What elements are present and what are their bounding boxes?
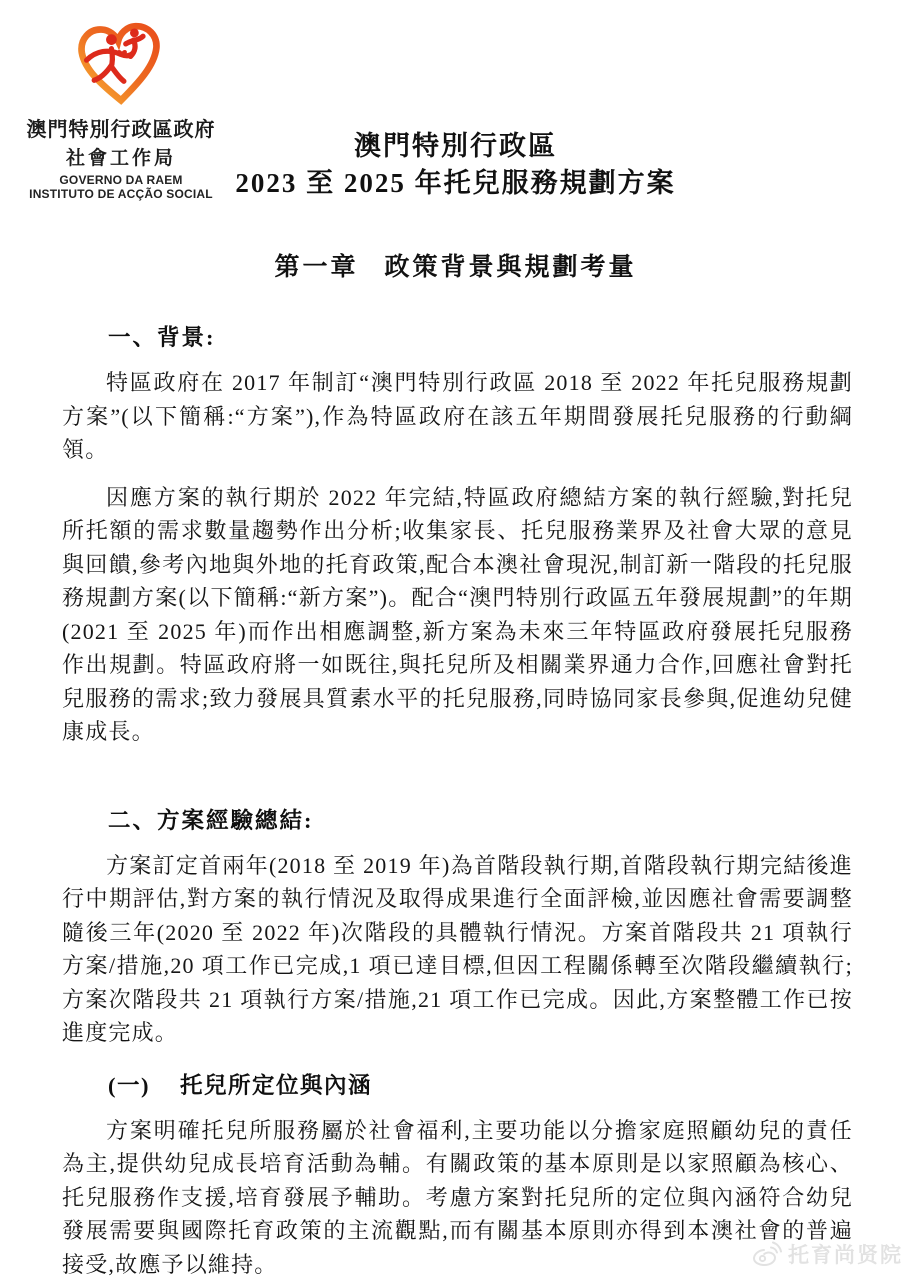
- document-title: [0, 128, 911, 202]
- watermark: [752, 1239, 903, 1269]
- agency-name-government: 澳門特別行政區政府: [26, 119, 216, 141]
- section-1-heading: 一、背景:: [108, 325, 216, 350]
- document-title-line2: 2023 至 2025 年托兒服務規劃方案: [235, 168, 676, 198]
- figure-head-large: [106, 34, 117, 45]
- section-1-paragraph-2: 因應方案的執行期於 2022 年完結,特區政府總結方案的執行經驗,對托兒所托額的需求數量趨勢作出分析;收集家長、托兒服務業界及社會大眾的意見與回饋,參考內地與外地的托育政策,配合本澳社會現況,制訂新一階段的托兒服務規劃方案(以下簡稱:“新方案”)。配合“澳門特別行政區五年發展規劃”的年期(2021 至 2025 年)而作出相應調整,新方案為未來三年特區政府發展托兒服務作出規劃。特區政府將一如既往,與托兒所及相關業界通力合作,回應社會對托兒服務的需求;致力發展具質素水平的托兒服務,同時協同家長參與,促進幼兒健康成長。: [62, 484, 853, 744]
- chapter-title: 政策背景與規劃考量: [384, 254, 637, 281]
- document-body: [62, 320, 853, 1279]
- weibo-icon: [752, 1241, 782, 1267]
- heart-figures-logo: [73, 20, 169, 108]
- agency-name-bureau: 社會工作局: [65, 148, 176, 169]
- document-title-line1: 澳門特別行政區: [354, 131, 557, 161]
- chapter-heading: [0, 247, 911, 283]
- subsection-1-label: (一): [108, 1072, 150, 1098]
- subsection-1-paragraph-1: 方案明確托兒所服務屬於社會福利,主要功能以分擔家庭照顧幼兒的責任為主,提供幼兒成長培育活動為輔。有關政策的基本原則是以家照顧為核心、托兒服務作支援,培育發展予輔助。考慮方案對托兒所的定位與內涵符合幼兒發展需要與國際托育政策的主流觀點,而有關基本原則亦得到本澳社會的普遍接受,故應予以維持。: [62, 1117, 853, 1277]
- subsection-1-heading: [108, 1068, 853, 1100]
- section-1-paragraph-1: 特區政府在 2017 年制訂“澳門特別行政區 2018 至 2022 年托兒服務規劃方案”(以下簡稱:“方案”),作為特區政府在該五年期間發展托兒服務的行動綱領。: [62, 370, 853, 462]
- section-2-paragraph-1: 方案訂定首兩年(2018 至 2019 年)為首階段執行期,首階段執行期完結後進行中期評估,對方案的執行情況及取得成果進行全面評檢,並因應社會需要調整隨後三年(2020 至 2022 年)次階段的具體執行情況。方案首階段共 21 項執行方案/措施,20 項工作已完成,1 項已達目標,但因工程關係轉至次階段繼續執行;方案次階段共 21 項執行方案/措施,21 項工作已完成。因此,方案整體工作已按進度完成。: [62, 852, 853, 1045]
- section-2-heading: 二、方案經驗總結:: [108, 807, 314, 833]
- chapter-number: 第一章: [274, 254, 359, 281]
- agency-name-pt-institute: INSTITUTO DE ACÇÃO SOCIAL: [29, 187, 213, 201]
- watermark-text: 托育尚贤院: [788, 1244, 903, 1267]
- subsection-1-title: 托兒所定位與內涵: [180, 1072, 373, 1098]
- agency-name-pt-government: GOVERNO DA RAEM: [59, 173, 183, 187]
- figure-head-small: [130, 29, 139, 38]
